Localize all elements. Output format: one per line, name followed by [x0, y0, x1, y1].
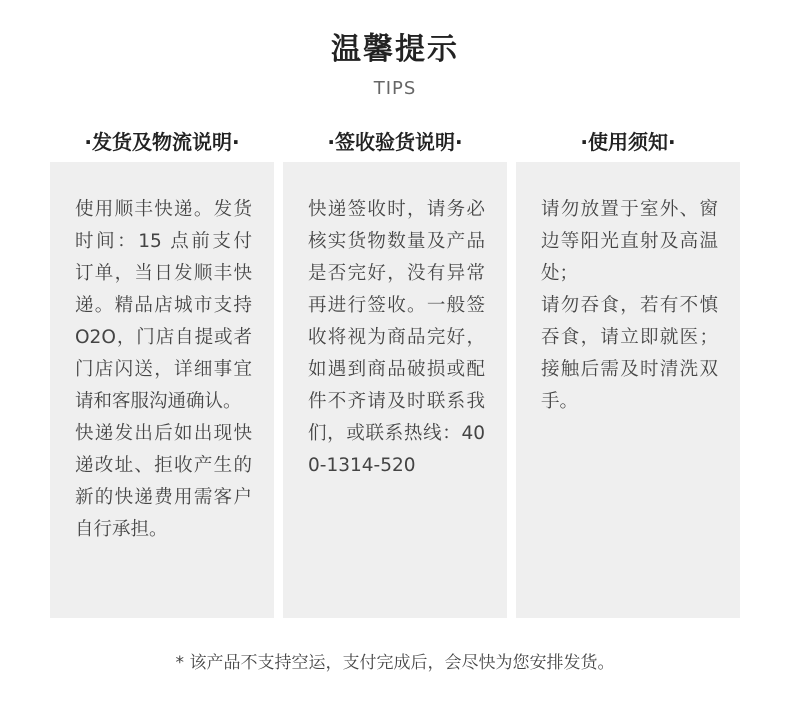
- storage-notice-paragraph: 请勿放置于室外、窗边等阳光直射及高温处；: [541, 199, 718, 284]
- shipping-info-paragraph: 使用顺丰快递。发货时间：15 点前支付订单，当日发顺丰快递。精品店城市支持 O2O，门店自提或者门店闪送，详细事宜请和客服沟通确认。: [75, 199, 252, 412]
- shipping-info-column: [50, 124, 274, 618]
- receipt-inspection-column: [283, 124, 507, 618]
- usage-notice-column: [516, 124, 740, 618]
- receipt-inspection-paragraph: 快递签收时，请务必核实货物数量及产品是否完好，没有异常再进行签收。一般签收将视为商品完好，如遇到商品破损或配件不齐请及时联系我们，或联系热线：400-1314-520: [308, 199, 485, 476]
- shipping-footnote: * 该产品不支持空运，支付完成后，会尽快为您安排发货。: [175, 653, 615, 673]
- shipping-info-box: [50, 162, 274, 618]
- shipping-info-heading: ·发货及物流说明·: [84, 130, 240, 154]
- usage-notice-box: [516, 162, 740, 618]
- ingestion-notice-paragraph: 请勿吞食，若有不慎吞食，请立即就医；接触后需及时清洗双手。: [541, 295, 718, 412]
- receipt-inspection-heading: ·签收验货说明·: [327, 130, 463, 154]
- page-title: 温馨提示: [331, 32, 459, 67]
- usage-notice-heading: ·使用须知·: [580, 130, 676, 154]
- page-subtitle: TIPS: [373, 78, 417, 99]
- shipping-fee-paragraph: 快递发出后如出现快递改址、拒收产生的新的快递费用需客户自行承担。: [75, 423, 252, 540]
- receipt-inspection-box: [283, 162, 507, 618]
